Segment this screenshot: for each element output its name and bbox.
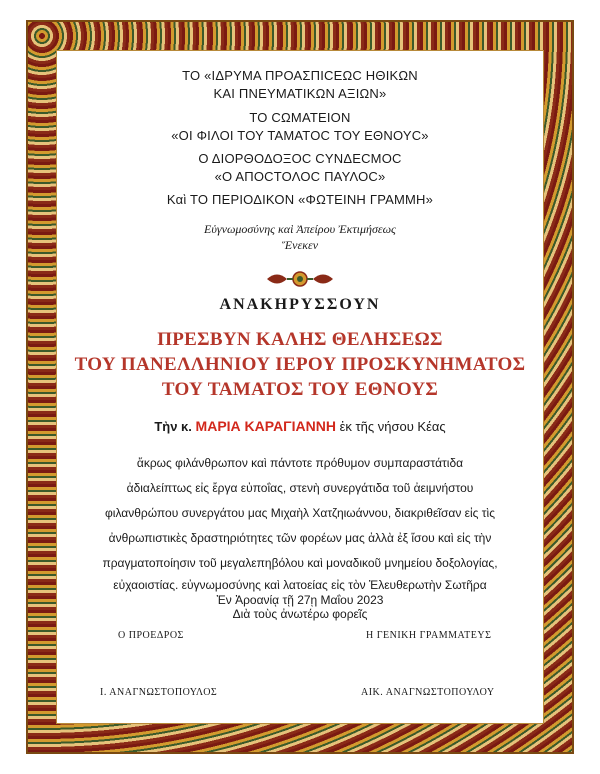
title-line-2: ΤΟΥ ΠΑΝΕΛΛΗΝΙΟΥ ΙΕΡΟΥ ΠΡΟΣΚΥΝΗΜΑΤΟΣ [74, 354, 526, 375]
secretary-name: ΑΙΚ. ΑΝΑΓΝΩΣΤΟΠΟΥΛΟΥ [361, 687, 495, 698]
secretary-role: Η ΓΕΝΙΚΗ ΓΡΑΜΜΑΤΕΥΣ [366, 630, 492, 641]
header-italic-2: Ἕνεκεν [281, 238, 319, 252]
president-name: Ι. ΑΝΑΓΝΩΣΤΟΠΟΥΛΟΣ [100, 687, 218, 698]
recipient-prefix: Τὴν κ. [154, 419, 192, 434]
header-line-3: ΤΟ CΩΜΑΤΕΙΟΝ [249, 110, 351, 125]
signers-intro: Διὰ τοὺς ἀνωτέρω φορεῖς [232, 607, 368, 621]
header-line-7: Καὶ ΤΟ ΠΕΡΙΟΔΙΚΟΝ «ΦΩΤΕΙΝΗ ΓΡΑΜΜΗ» [166, 192, 434, 207]
recipient-line [56, 418, 544, 434]
president-role: Ο ΠΡΟΕΔΡΟΣ [118, 630, 184, 641]
title-line-1: ΠΡΕΣΒΥΝ ΚΑΛΗΣ ΘΕΛΗΣΕΩΣ [157, 329, 443, 350]
header-line-5: Ο ΔΙΟΡΘΟΔΟΞΟC CΥΝΔΕCΜΟC [198, 151, 402, 166]
header-line-6: «Ο ΑΠΟCΤΟΛΟC ΠΑΥΛΟC» [214, 169, 386, 184]
title-line-3: ΤΟΥ ΤΑΜΑΤΟΣ ΤΟΥ ΕΘΝΟΥΣ [161, 379, 439, 400]
ornament-divider [265, 268, 335, 290]
body-line-2: ἀδιαλείπτως εἰς ἔργα εὐποΐας, στενὴ συνεργάτιδα τοῦ ἀειμνήστου [126, 481, 474, 495]
recipient-name: ΜΑΡΙΑ ΚΑΡΑΓΙΑΝΝΗ [195, 418, 336, 434]
header-italic-1: Εὐγνωμοσύνης καὶ Ἀπείρου Ἐκτιμήσεως [204, 222, 396, 236]
date-line: Ἐν Ἀροανίᾳ τῇ 27ῃ Μαΐου 2023 [216, 593, 384, 607]
recipient-suffix: ἐκ τῆς νήσου Κέας [339, 419, 446, 434]
header-line-4: «ΟΙ ΦΙΛΟΙ ΤΟΥ ΤΑΜΑΤΟC ΤΟΥ ΕΘΝΟΥC» [171, 128, 429, 143]
body-line-4: ἀνθρωπιστικὲς δραστηριότητες τῶν φορέων μας ἀλλὰ ἐξ ἴσου καὶ εἰς τὴν [108, 531, 492, 545]
header-line-2: ΚΑΙ ΠΝΕΥΜΑΤΙΚΩΝ ΑΞΙΩΝ» [213, 86, 387, 101]
proclaim-heading: ΑΝΑΚΗΡΥΣΣΟΥΝ [219, 296, 381, 313]
certificate-content [56, 50, 544, 724]
header-line-1: ΤΟ «ΙΔΡΥΜΑ ΠΡΟΑΣΠΙCΕΩC ΗΘΙΚΩΝ [182, 68, 418, 83]
body-line-6: εὐχαοιστίας. εὐγνωμοσύνης καὶ λατοείας εἰς τὸν Ἐλευθερωτὴν Σωτῆρα [113, 578, 487, 592]
body-line-1: ἄκρως φιλάνθρωπον καὶ πάντοτε πρόθυμον συμπαραστάτιδα [136, 456, 464, 470]
body-line-3: φιλανθρώπου συνεργάτου μας Μιχαὴλ Χατζηιωάννου, διακριθεῖσαν εἰς τὶς [105, 506, 495, 520]
body-line-5: πραγματοποίησιν τοῦ μεγαλεπηβόλου καὶ μοναδικοῦ μνημείου δοξολογίας, [102, 556, 498, 570]
